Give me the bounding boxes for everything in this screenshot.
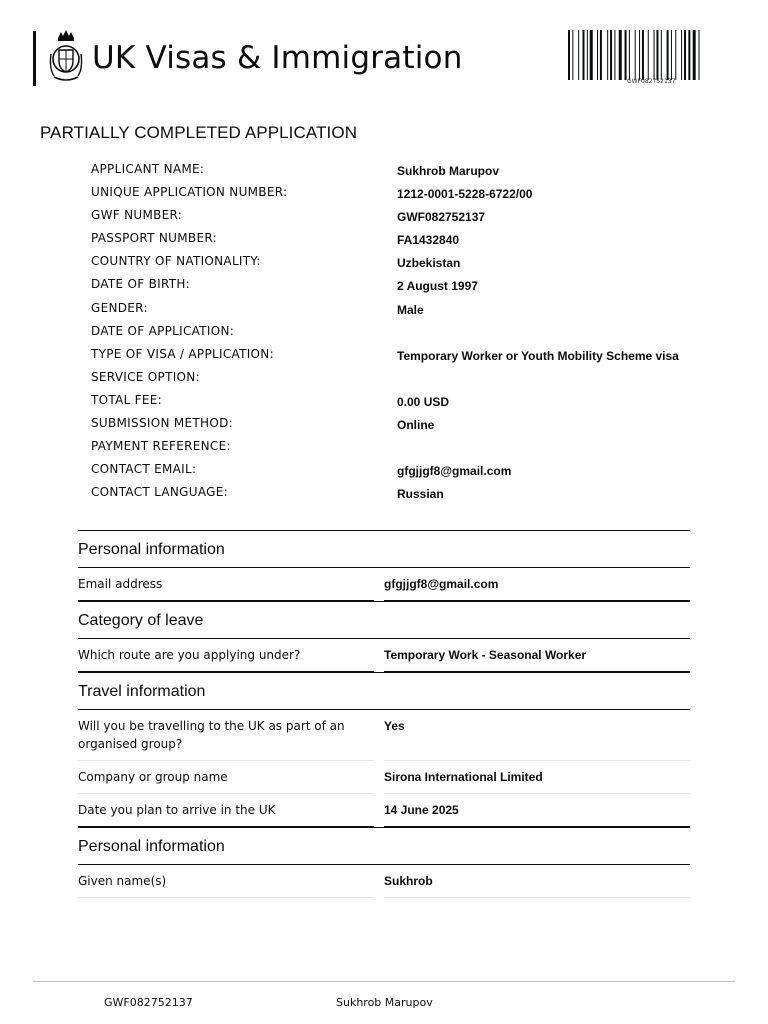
barcode-number: GWF082752137 <box>627 78 676 85</box>
summary-row <box>91 162 731 185</box>
barcode-bar <box>688 30 690 80</box>
summary-value: Temporary Worker or Youth Mobility Scheme visa <box>397 348 679 363</box>
summary-label: CONTACT LANGUAGE: <box>91 485 228 500</box>
summary-row <box>91 324 731 347</box>
summary-row <box>91 462 731 485</box>
document-title: PARTIALLY COMPLETED APPLICATION <box>40 123 358 142</box>
barcode-bar <box>587 30 588 80</box>
summary-label: COUNTRY OF NATIONALITY: <box>91 254 261 269</box>
section-title: Personal information <box>78 838 225 855</box>
summary-label: DATE OF BIRTH: <box>91 277 191 292</box>
answer-value: Sirona International Limited <box>384 761 690 794</box>
barcode-bar <box>654 30 655 80</box>
summary-row <box>91 277 731 300</box>
section-title: Personal information <box>78 541 225 558</box>
summary-value: Sukhrob Marupov <box>397 164 500 178</box>
brand-title: UK Visas & Immigration <box>92 40 463 76</box>
barcode-bar <box>681 30 682 80</box>
summary-value: 2 August 1997 <box>397 279 478 294</box>
barcode-bar <box>625 30 627 80</box>
barcode-bar <box>635 30 636 80</box>
barcode-bar <box>642 30 644 80</box>
column-gap <box>374 794 384 827</box>
barcode-bar <box>667 30 669 80</box>
summary-row <box>91 301 731 324</box>
summary-row <box>91 254 731 277</box>
barcode-bar <box>675 30 676 80</box>
summary-label: GWF NUMBER: <box>91 208 183 223</box>
summary-row <box>91 347 731 370</box>
summary-label: PASSPORT NUMBER: <box>91 231 217 246</box>
barcode-bar <box>684 30 686 80</box>
barcode-bar <box>597 30 598 80</box>
column-gap <box>374 568 384 601</box>
summary-label: TOTAL FEE: <box>91 392 162 407</box>
barcode-bar <box>583 30 585 80</box>
answer-value: gfgjjgf8@gmail.com <box>384 568 690 601</box>
header-rule <box>33 31 36 86</box>
section-heading <box>78 530 690 568</box>
summary-value: 1212-0001-5228-6722/00 <box>397 187 533 202</box>
barcode-bar <box>607 30 608 80</box>
question-label: Given name(s) <box>78 865 374 898</box>
summary-row <box>91 416 731 439</box>
answer-value: Yes <box>384 710 690 761</box>
section-heading <box>78 672 690 710</box>
barcode-bar <box>614 30 615 80</box>
question-label: Company or group name <box>78 761 374 794</box>
question-label: Which route are you applying under? <box>78 639 374 672</box>
column-gap <box>374 639 384 672</box>
summary-label: TYPE OF VISA / APPLICATION: <box>91 346 274 361</box>
summary-value: Russian <box>397 487 444 502</box>
summary-value: Uzbekistan <box>397 256 461 271</box>
barcode-bar <box>572 30 573 80</box>
footer-applicant-name: Sukhrob Marupov <box>336 996 433 1009</box>
barcode-bar <box>568 30 570 80</box>
answer-value: 14 June 2025 <box>384 794 690 827</box>
page-header <box>0 0 768 100</box>
answer-value: Sukhrob <box>384 865 690 898</box>
question-row <box>78 761 690 794</box>
section-title: Category of leave <box>78 612 204 629</box>
column-gap <box>374 710 384 761</box>
summary-row <box>91 439 731 462</box>
summary-row <box>91 370 731 393</box>
summary-row <box>91 231 731 254</box>
barcode-bar <box>619 30 622 80</box>
barcode-bar <box>656 30 658 80</box>
summary-label: PAYMENT REFERENCE: <box>91 439 231 454</box>
footer-gwf-number: GWF082752137 <box>104 996 193 1009</box>
summary-row <box>91 185 731 208</box>
question-row <box>78 794 690 827</box>
question-label: Date you plan to arrive in the UK <box>78 794 374 827</box>
summary-value: gfgjjgf8@gmail.com <box>397 464 512 479</box>
barcode-bar <box>610 30 612 80</box>
application-summary <box>91 162 731 508</box>
barcode-bar <box>629 30 630 80</box>
question-row <box>78 568 690 601</box>
barcode-bar <box>600 30 602 80</box>
summary-label: APPLICANT NAME: <box>91 162 205 176</box>
royal-crest-icon <box>48 28 84 86</box>
summary-row <box>91 485 731 508</box>
summary-value: Online <box>397 418 435 433</box>
barcode-bar <box>671 30 672 80</box>
barcode-bar <box>578 30 579 80</box>
summary-label: CONTACT EMAIL: <box>91 462 197 477</box>
summary-row <box>91 208 731 231</box>
summary-value: Male <box>397 302 424 317</box>
barcode-bar <box>648 30 649 80</box>
section-title: Travel information <box>78 683 206 700</box>
summary-value: FA1432840 <box>397 233 460 248</box>
barcode-bar <box>639 30 640 80</box>
question-row <box>78 710 690 761</box>
summary-label: UNIQUE APPLICATION NUMBER: <box>91 185 288 200</box>
barcode-bar <box>699 30 700 80</box>
summary-label: GENDER: <box>91 300 148 315</box>
column-gap <box>374 761 384 794</box>
section-heading <box>78 827 690 865</box>
question-label: Email address <box>78 568 374 601</box>
summary-label: SUBMISSION METHOD: <box>91 416 233 431</box>
summary-value: GWF082752137 <box>397 210 486 225</box>
summary-label: SERVICE OPTION: <box>91 369 200 384</box>
answer-value: Temporary Work - Seasonal Worker <box>384 639 690 672</box>
footer-rule <box>33 981 735 982</box>
summary-row <box>91 393 731 416</box>
question-row <box>78 865 690 898</box>
question-label: Will you be travelling to the UK as part of an organised group? <box>78 710 374 761</box>
application-sections <box>78 530 690 898</box>
column-gap <box>374 865 384 898</box>
question-row <box>78 639 690 672</box>
barcode <box>568 30 738 80</box>
section-heading <box>78 601 690 639</box>
barcode-bar <box>590 30 593 80</box>
barcode-bar <box>661 30 662 80</box>
summary-label: DATE OF APPLICATION: <box>91 323 235 338</box>
barcode-bar <box>693 30 696 80</box>
summary-value: 0.00 USD <box>397 394 450 409</box>
